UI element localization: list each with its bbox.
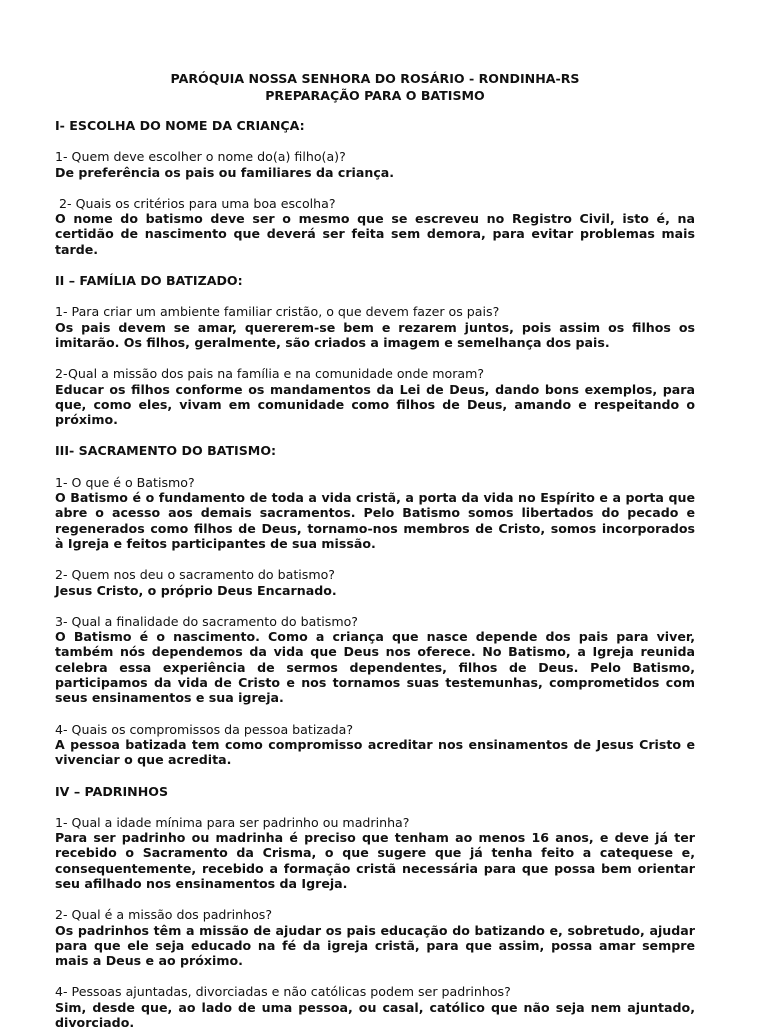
question: 1- O que é o Batismo?: [55, 475, 695, 490]
qa-item: [55, 614, 695, 706]
answer: O Batismo é o nascimento. Como a criança que nasce depende dos pais para viver, também nós dependemos da vida que Deus nos oferece. No Batismo, a Igreja reunida celebra essa experiência de sermos dependentes, filhos de Deus. Pelo Batismo, participamos da vida de Cristo e nos tornamos suas testemunhas, comprometidos com seus ensinamentos e sua igreja.: [55, 629, 695, 705]
question: 2-Qual a missão dos pais na família e na comunidade onde moram?: [55, 366, 695, 381]
section-title: III- SACRAMENTO DO BATISMO:: [55, 443, 695, 458]
qa-item: [55, 366, 695, 427]
qa-item: [55, 196, 695, 257]
question: 2- Qual é a missão dos padrinhos?: [55, 907, 695, 922]
question: 2- Quais os critérios para uma boa escolha?: [55, 196, 695, 211]
answer: Para ser padrinho ou madrinha é preciso que tenham ao menos 16 anos, e deve já ter recebido o Sacramento da Crisma, o que sugere que já tenha feito a catequese e, consequentemente, recebido a formação cristã necessária para que possa bem orientar seu afilhado nos ensinamentos da Igreja.: [55, 830, 695, 891]
section-sacramento-do-batismo: [55, 443, 695, 767]
section-title: I- ESCOLHA DO NOME DA CRIANÇA:: [55, 118, 695, 133]
answer: Educar os filhos conforme os mandamentos da Lei de Deus, dando bons exemplos, para que, como eles, vivam em comunidade como filhos de Deus, amando e respeitando o próximo.: [55, 382, 695, 428]
answer: Sim, desde que, ao lado de uma pessoa, ou casal, católico que não seja nem ajuntado, divorciado.: [55, 1000, 695, 1030]
question: 1- Quem deve escolher o nome do(a) filho(a)?: [55, 149, 695, 164]
answer: O Batismo é o fundamento de toda a vida cristã, a porta da vida no Espírito e a porta que abre o acesso aos demais sacramentos. Pelo Batismo somos libertados do pecado e regenerados como filhos de Deus, tornamo-nos membros de Cristo, somos incorporados à Igreja e feitos participantes de sua missão.: [55, 490, 695, 551]
section-padrinhos: [55, 784, 695, 1030]
question: 1- Qual a idade mínima para ser padrinho ou madrinha?: [55, 815, 695, 830]
question: 1- Para criar um ambiente familiar cristão, o que devem fazer os pais?: [55, 304, 695, 319]
question: 4- Pessoas ajuntadas, divorciadas e não católicas podem ser padrinhos?: [55, 984, 695, 999]
qa-item: [55, 722, 695, 768]
answer: O nome do batismo deve ser o mesmo que se escreveu no Registro Civil, isto é, na certidão de nascimento que deverá ser feita sem demora, para evitar problemas mais tarde.: [55, 211, 695, 257]
qa-item: [55, 567, 695, 598]
section-title: II – FAMÍLIA DO BATIZADO:: [55, 273, 695, 288]
qa-item: [55, 907, 695, 968]
answer: De preferência os pais ou familiares da criança.: [55, 165, 695, 180]
qa-item: [55, 149, 695, 180]
qa-item: [55, 984, 695, 1030]
answer: Os padrinhos têm a missão de ajudar os pais educação do batizando e, sobretudo, ajudar para que ele seja educado na fé da igreja cristã, para que assim, possa amar sempre mais a Deus e ao próximo.: [55, 923, 695, 969]
question: 3- Qual a finalidade do sacramento do batismo?: [55, 614, 695, 629]
parish-title: PARÓQUIA NOSSA SENHORA DO ROSÁRIO - RONDINHA-RS: [55, 70, 695, 87]
question: 4- Quais os compromissos da pessoa batizada?: [55, 722, 695, 737]
document-header: [55, 70, 695, 104]
qa-item: [55, 304, 695, 350]
section-familia-do-batizado: [55, 273, 695, 427]
question: 2- Quem nos deu o sacramento do batismo?: [55, 567, 695, 582]
document-title: PREPARAÇÃO PARA O BATISMO: [55, 87, 695, 104]
section-escolha-do-nome: [55, 118, 695, 257]
section-title: IV – PADRINHOS: [55, 784, 695, 799]
answer: Os pais devem se amar, quererem-se bem e rezarem juntos, pois assim os filhos os imitarão. Os filhos, geralmente, são criados a imagem e semelhança dos pais.: [55, 320, 695, 351]
answer: Jesus Cristo, o próprio Deus Encarnado.: [55, 583, 695, 598]
qa-item: [55, 815, 695, 891]
answer: A pessoa batizada tem como compromisso acreditar nos ensinamentos de Jesus Cristo e vivenciar o que acredita.: [55, 737, 695, 768]
qa-item: [55, 475, 695, 551]
